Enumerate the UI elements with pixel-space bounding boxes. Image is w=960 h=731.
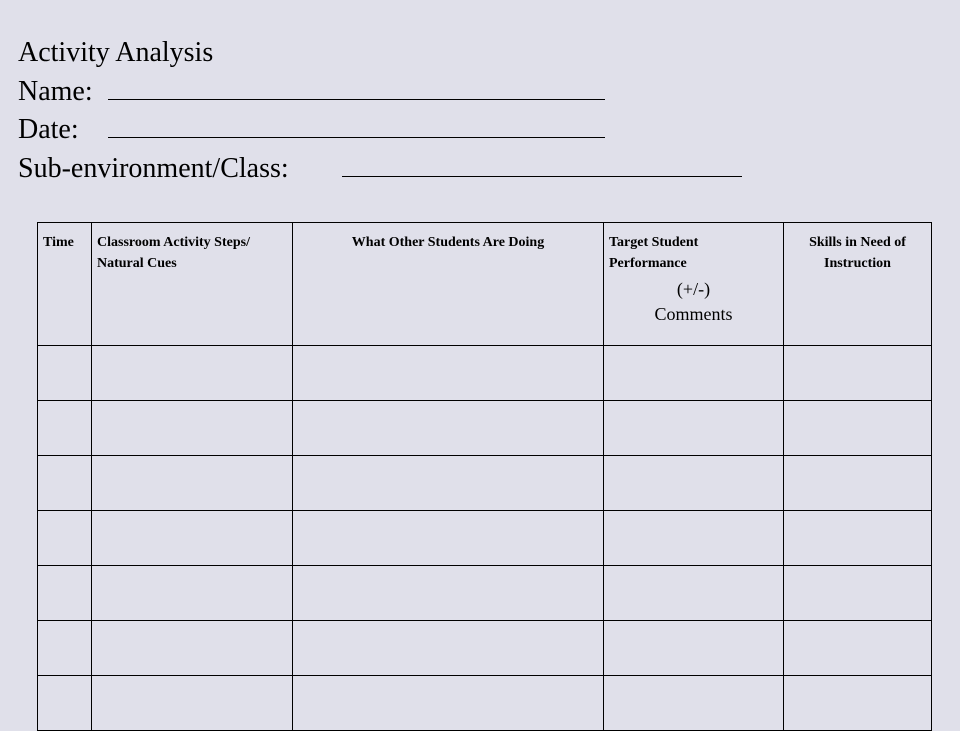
table-row [38,676,932,731]
col-skills-cell[interactable] [784,621,932,676]
col-activity-steps-cell[interactable] [92,621,293,676]
class-blank-line[interactable] [342,154,742,177]
date-label: Date: [18,114,79,145]
col-time-cell[interactable] [38,346,92,401]
col-activity-steps-cell[interactable] [92,566,293,621]
performance-scale-label: (+/-) [676,279,711,299]
col-time-cell[interactable] [38,456,92,511]
name-blank-line[interactable] [108,77,605,100]
date-field [18,111,742,150]
col-time-cell[interactable] [38,676,92,731]
col-activity-steps-cell[interactable] [92,401,293,456]
col-target-performance-cell[interactable] [604,676,784,731]
class-label: Sub-environment/Class: [18,152,289,184]
target-performance-label: Target Student Performance [609,235,699,271]
col-time-header: Time [38,223,92,346]
col-time-cell[interactable] [38,621,92,676]
col-target-performance-cell[interactable] [604,566,784,621]
col-activity-steps-cell[interactable] [92,346,293,401]
name-field [18,73,742,112]
col-activity-steps-cell[interactable] [92,456,293,511]
table-row [38,566,932,621]
col-other-students-cell[interactable] [293,456,604,511]
col-other-students-cell[interactable] [293,401,604,456]
date-blank-line[interactable] [108,115,605,138]
col-other-students-cell[interactable] [293,346,604,401]
col-target-performance-header [604,223,784,346]
table-row [38,511,932,566]
form-title: Activity Analysis [18,37,214,68]
col-skills-header: Skills in Need of Instruction [784,223,932,346]
col-skills-cell[interactable] [784,456,932,511]
col-time-cell[interactable] [38,401,92,456]
table-row [38,346,932,401]
performance-comments-label: Comments [654,304,733,324]
table-header-row [38,223,932,346]
name-label: Name: [18,75,93,107]
col-skills-cell[interactable] [784,401,932,456]
activity-analysis-table [37,222,932,731]
col-target-performance-cell[interactable] [604,346,784,401]
col-skills-cell[interactable] [784,676,932,731]
col-other-students-cell[interactable] [293,621,604,676]
col-target-performance-cell[interactable] [604,401,784,456]
col-skills-cell[interactable] [784,346,932,401]
form-header [18,34,742,188]
col-time-cell[interactable] [38,566,92,621]
col-target-performance-cell[interactable] [604,621,784,676]
col-activity-steps-header: Classroom Activity Steps/ Natural Cues [92,223,293,346]
table-row [38,401,932,456]
col-target-performance-cell[interactable] [604,511,784,566]
col-other-students-cell[interactable] [293,676,604,731]
col-activity-steps-cell[interactable] [92,511,293,566]
table-body [38,346,932,731]
col-skills-cell[interactable] [784,566,932,621]
col-other-students-cell[interactable] [293,511,604,566]
table-row [38,621,932,676]
col-activity-steps-cell[interactable] [92,676,293,731]
col-other-students-cell[interactable] [293,566,604,621]
col-time-cell[interactable] [38,511,92,566]
col-target-performance-cell[interactable] [604,456,784,511]
col-skills-cell[interactable] [784,511,932,566]
table-row [38,456,932,511]
col-other-students-header: What Other Students Are Doing [293,223,604,346]
class-field [18,150,742,189]
